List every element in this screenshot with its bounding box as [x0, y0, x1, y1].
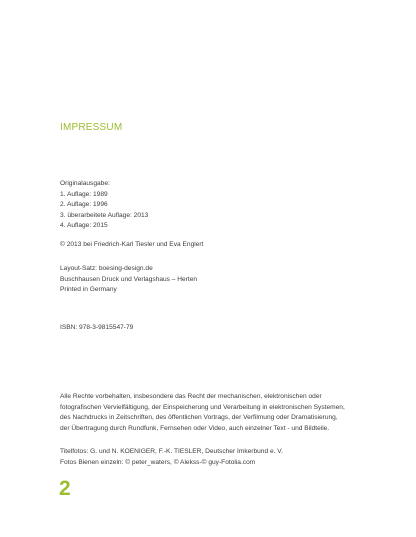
page-heading: IMPRESSUM [60, 122, 123, 133]
copyright-text: © 2013 bei Friedrich-Karl Tiesler und Eva Englert [60, 241, 204, 248]
page-number: 2 [59, 477, 71, 500]
layout-credit: Layout-Satz: boesing-design.de [60, 265, 153, 272]
edition-item: 3. überarbeitete Auflage: 2013 [60, 211, 149, 219]
bee-photo-credit: Fotos Bienen einzeln: © peter_waters, © Alekss-© guy-Fotolia.com [60, 458, 256, 466]
cover-photo-credit: Titelfotos: G. und N. KOENIGER, F.-K. TIESLER, Deutscher Imkerbund e. V. [60, 448, 283, 455]
edition-item: 4. Auflage: 2015 [60, 222, 108, 230]
rights-line: fotografischen Vervielfältigung, der Einspeicherung und Verarbeitung in elektronischen Systemen, [60, 403, 345, 411]
isbn [60, 323, 133, 334]
rights-line: des Nachdrucks in Zeitschriften, des öffentlichen Vortrags, der Verfilmung oder Dramatisierung, [60, 414, 338, 422]
photo-credits [60, 447, 283, 468]
rights-notice [60, 392, 360, 434]
printer-credit: Buschhausen Druck und Verlagshaus – Herten [60, 275, 198, 283]
rights-line: Alle Rechte vorbehalten, insbesondere das Recht der mechanischen, elektronischen oder [60, 393, 322, 400]
editions-label: Originalausgabe: [60, 180, 110, 187]
production-info [60, 264, 197, 296]
rights-line: der Übertragung durch Rundfunk, Fernsehen oder Video, auch einzelner Text - und Bildteile. [60, 424, 330, 432]
edition-history [60, 179, 148, 232]
isbn-text: ISBN: 978-3-9815547-79 [60, 324, 134, 331]
edition-item: 1. Auflage: 1989 [60, 190, 108, 198]
printed-in: Printed in Germany [60, 286, 117, 294]
copyright-notice [60, 240, 203, 251]
edition-item: 2. Auflage: 1996 [60, 201, 108, 209]
